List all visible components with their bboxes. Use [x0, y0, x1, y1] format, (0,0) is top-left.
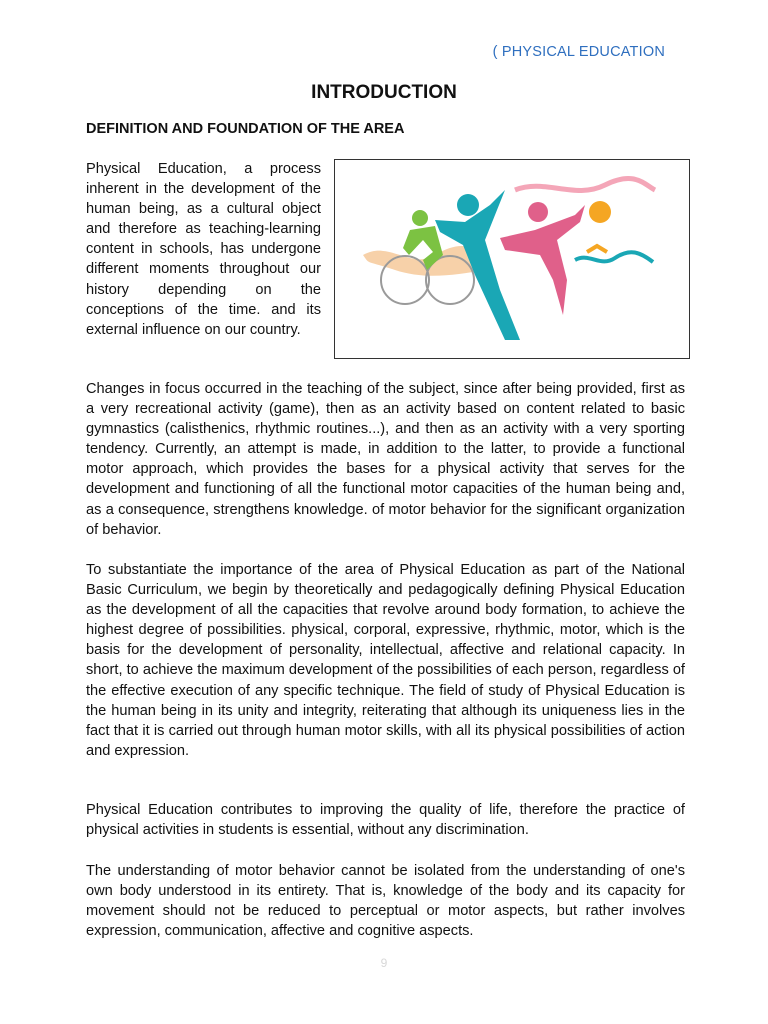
- paragraph-curriculum: To substantiate the importance of the area of Physical Education as part of the National Basic Curriculum, we begin by theoretically and pedagogically defining Physical Education as the development of all the capacities that revolve around body formation, to achieve the highest degree of possibilities. physical, corporal, expressive, rhythmic, motor, which is the basis for the development of personality, intellectual, affective and relational capacity. In short, to achieve the maximum development of the possibilities of each person, regardless of the effective execution of any specific technique. The field of study of Physical Education is the human being in its unity and integrity, reiterating that although its uniqueness lies in the fact that it is carried out through human motor skills, with all its physical possibilities of action and expression.: [86, 562, 685, 759]
- swimmer-figure: [587, 246, 607, 252]
- section-tag: ( PHYSICAL EDUCATION: [492, 44, 665, 60]
- paragraph-intro: Physical Education, a process inherent in the development of the human being, as a cultural object and therefore as teaching-learning content in schools, has undergone different moments throughout our history depending on the conceptions of the time. and its external influence on our country.: [86, 161, 321, 338]
- page-title: INTRODUCTION: [311, 82, 457, 103]
- sports-illustration: [334, 159, 690, 359]
- pink-dancer-head: [528, 202, 548, 222]
- page-number: 9: [380, 956, 388, 970]
- paragraph-focus-changes: Changes in focus occurred in the teaching of the subject, since after being provided, first as a very recreational activity (game), then as an activity based on content related to basic gymnastics (calisthenics, rhythmic routines...), and then as an activity with a very sporting tendency. Currently, an attempt is made, in addition to the latter, to provide a functional motor approach, which provides the bases for a physical activity that serves for the development and functioning of all the functional motor capacities of the human being and, as a consequence, strengthens knowledge. of motor behavior for the significant organization of behavior.: [86, 381, 685, 538]
- section-subtitle: DEFINITION AND FOUNDATION OF THE AREA: [86, 121, 405, 137]
- sports-figures-graphic: [335, 160, 689, 358]
- cyclist-head: [412, 210, 428, 226]
- sun-shape: [589, 201, 611, 223]
- pink-dancer-body: [500, 205, 585, 315]
- ribbon-shape: [515, 179, 655, 191]
- swimmer-waves: [575, 252, 653, 262]
- teal-dancer-head: [457, 194, 479, 216]
- paragraph-quality-of-life: Physical Education contributes to improving the quality of life, therefore the practice of physical activities in students is essential, without any discrimination.: [86, 802, 685, 839]
- paragraph-motor-behavior: The understanding of motor behavior cannot be isolated from the understanding of one's own body understood in its entirety. That is, knowledge of the body and its capacity for movement should not be reduced to perceptual or motor aspects, but rather involves expression, communication, affective and cognitive aspects.: [86, 863, 685, 940]
